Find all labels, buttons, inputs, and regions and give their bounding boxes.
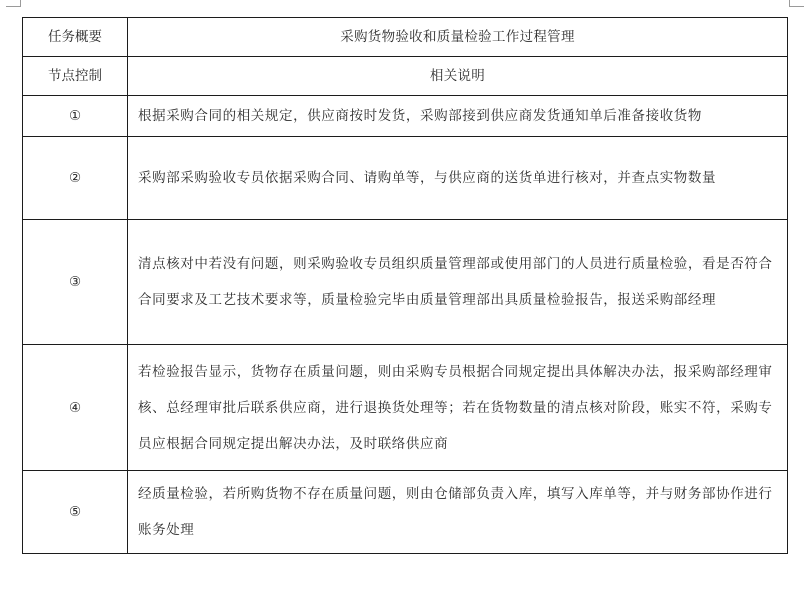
step-number: ⑤ xyxy=(23,471,128,554)
related-description-label: 相关说明 xyxy=(128,57,788,96)
step-description: 清点核对中若没有问题，则采购验收专员组织质量管理部或使用部门的人员进行质量检验，看是否符合合同要求及工艺技术要求等，质量检验完毕由质量管理部出具质量检验报告，报送采购部经理 xyxy=(128,220,788,345)
table-row xyxy=(23,96,788,137)
step-description: 经质量检验，若所购货物不存在质量问题，则由仓储部负责入库，填写入库单等，并与财务部协作进行账务处理 xyxy=(128,471,788,554)
step-number: ④ xyxy=(23,345,128,471)
table-row xyxy=(23,345,788,471)
step-description: 采购部采购验收专员依据采购合同、请购单等，与供应商的送货单进行核对，并查点实物数量 xyxy=(128,137,788,220)
crop-mark-left xyxy=(6,0,21,7)
task-summary-label: 任务概要 xyxy=(23,18,128,57)
table-subheader-row xyxy=(23,57,788,96)
step-number: ① xyxy=(23,96,128,137)
table-header-row xyxy=(23,18,788,57)
step-number: ③ xyxy=(23,220,128,345)
step-description: 根据采购合同的相关规定，供应商按时发货，采购部接到供应商发货通知单后准备接收货物 xyxy=(128,96,788,137)
table-row xyxy=(23,220,788,345)
table-row xyxy=(23,137,788,220)
task-summary-value: 采购货物验收和质量检验工作过程管理 xyxy=(128,18,788,57)
step-number: ② xyxy=(23,137,128,220)
node-control-label: 节点控制 xyxy=(23,57,128,96)
table-row xyxy=(23,471,788,554)
crop-mark-right xyxy=(789,0,804,7)
process-control-table xyxy=(22,17,788,554)
step-description: 若检验报告显示，货物存在质量问题，则由采购专员根据合同规定提出具体解决办法，报采购部经理审核、总经理审批后联系供应商，进行退换货处理等；若在货物数量的清点核对阶段，账实不符，采购专员应根据合同规定提出解决办法，及时联络供应商 xyxy=(128,345,788,471)
